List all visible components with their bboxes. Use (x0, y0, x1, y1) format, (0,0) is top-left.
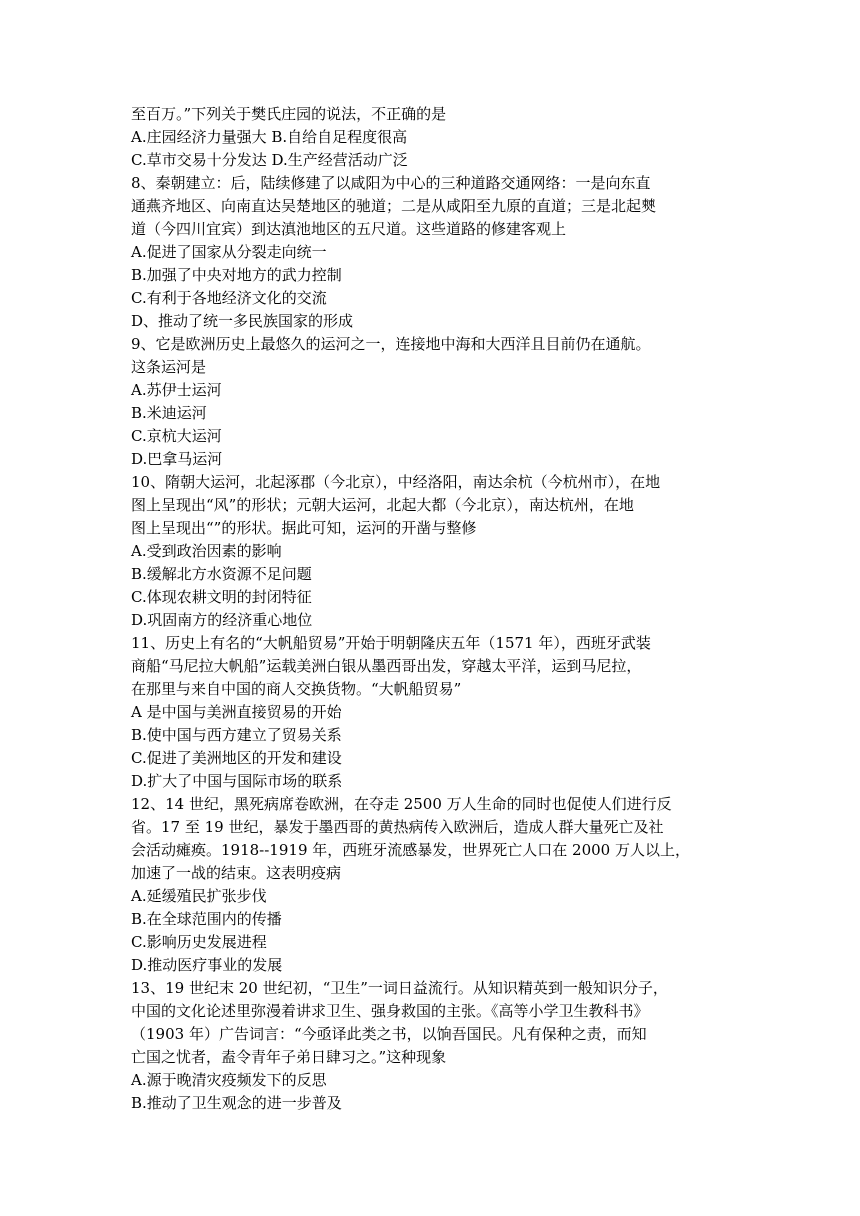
text-line: C.影响历史发展进程 (131, 933, 267, 951)
text-line: A.受到政治因素的影响 (131, 542, 282, 560)
text-line: C.有利于各地经济文化的交流 (131, 289, 327, 307)
text-line: C.草市交易十分发达 D.生产经营活动广泛 (131, 151, 408, 169)
text-line: 这条运河是 (131, 358, 207, 376)
document-text-body (131, 103, 751, 1115)
text-line: A 是中国与美洲直接贸易的开始 (131, 703, 342, 721)
text-line: 商船“马尼拉大帆船”运载美洲白银从墨西哥出发，穿越太平洋，运到马尼拉， (131, 657, 642, 675)
text-line: B.使中国与西方建立了贸易关系 (131, 726, 342, 744)
text-line: C.促进了美洲地区的开发和建设 (131, 749, 342, 767)
text-line: 亡国之忧者，盍令青年子弟日肆习之。”这种现象 (131, 1048, 447, 1066)
text-line: B.在全球范围内的传播 (131, 910, 282, 928)
text-line: 12、14 世纪，黑死病席卷欧洲，在夺走 2500 万人生命的同时也促使人们进行反 (131, 795, 672, 813)
text-line: 加速了一战的结束。这表明疫病 (131, 864, 342, 882)
text-line: B.推动了卫生观念的进一步普及 (131, 1094, 342, 1112)
text-line: A.促进了国家从分裂走向统一 (131, 243, 327, 261)
text-line: D、推动了统一多民族国家的形成 (131, 312, 354, 330)
text-line: C.体现农耕文明的封闭特征 (131, 588, 312, 606)
text-line: A.源于晚清灾疫频发下的反思 (131, 1071, 327, 1089)
text-line: 图上呈现出“风”的形状；元朝大运河，北起大都（今北京），南达杭州，在地 (131, 496, 634, 514)
text-line: B.加强了中央对地方的武力控制 (131, 266, 342, 284)
text-line: D.巴拿马运河 (131, 450, 223, 468)
text-line: 道（今四川宜宾）到达滇池地区的五尺道。这些道路的修建客观上 (131, 220, 567, 238)
text-line: 9、它是欧洲历史上最悠久的运河之一，连接地中海和大西洋且目前仍在通航。 (131, 335, 651, 353)
text-line: 10、隋朝大运河，北起涿郡（今北京），中经洛阳，南达余杭（今杭州市），在地 (131, 473, 661, 491)
text-line: 在那里与来自中国的商人交换货物。“大帆船贸易” (131, 680, 462, 698)
text-line: D.巩固南方的经济重心地位 (131, 611, 313, 629)
text-line: A.庄园经济力量强大 B.自给自足程度很高 (131, 128, 408, 146)
text-line: B.缓解北方水资源不足问题 (131, 565, 312, 583)
text-line: A.延缓殖民扩张步伐 (131, 887, 267, 905)
text-line: 至百万。”下列关于樊氏庄园的说法，不正确的是 (131, 105, 447, 123)
text-line: 通燕齐地区、向南直达吴楚地区的驰道；二是从咸阳至九原的直道；三是北起僰 (131, 197, 657, 215)
text-line: 省。17 至 19 世纪，暴发于墨西哥的黄热病传入欧洲后，造成人群大量死亡及社 (131, 818, 664, 836)
text-line: C.京杭大运河 (131, 427, 222, 445)
text-line: 会活动瘫痪。1918--1919 年，西班牙流感暴发，世界死亡人口在 2000 万人以上， (131, 841, 690, 859)
text-line: B.米迪运河 (131, 404, 207, 422)
text-line: D.扩大了中国与国际市场的联系 (131, 772, 343, 790)
text-line: 13、19 世纪末 20 世纪初，“卫生”一词日益流行。从知识精英到一般知识分子， (131, 979, 668, 997)
text-line: （1903 年）广告词言：“今亟译此类之书，以饷吾国民。凡有保种之责，而知 (131, 1025, 647, 1043)
text-line: 11、历史上有名的“大帆船贸易”开始于明朝隆庆五年（1571 年），西班牙武装 (131, 634, 651, 652)
text-line: 8、秦朝建立：后，陆续修建了以咸阳为中心的三种道路交通网络：一是向东直 (131, 174, 651, 192)
text-line: D.推动医疗事业的发展 (131, 956, 283, 974)
text-line: 中国的文化论述里弥漫着讲求卫生、强身救国的主张。《高等小学卫生教科书》 (131, 1002, 649, 1020)
text-line: A.苏伊士运河 (131, 381, 222, 399)
text-line: 图上呈现出“”的形状。据此可知，运河的开凿与整修 (131, 519, 477, 537)
